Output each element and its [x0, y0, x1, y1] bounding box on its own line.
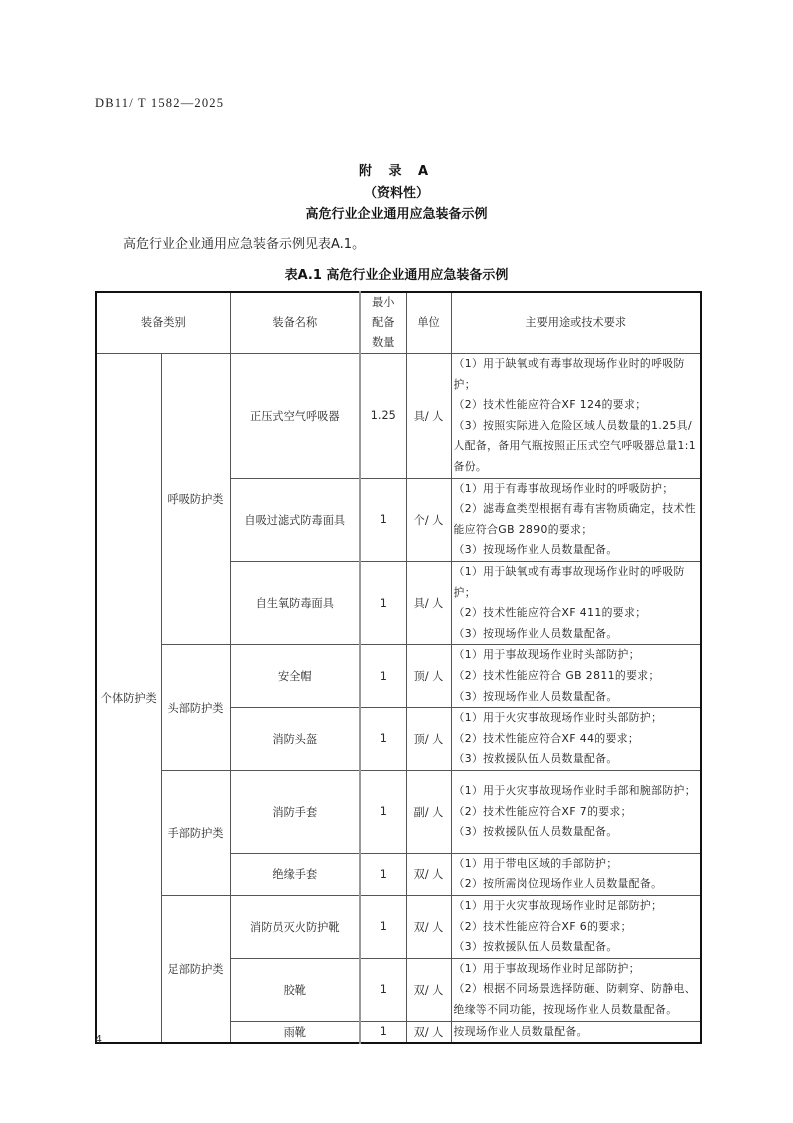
intro-paragraph: 高危行业企业通用应急装备示例见表A.1。 — [123, 237, 366, 252]
requirement-cell — [451, 896, 701, 959]
requirement-line: （1）用于事故现场作业时足部防护； — [453, 961, 640, 975]
appendix-name: 高危行业企业通用应急装备示例 — [305, 207, 488, 222]
requirement-line: （2）滤毒盒类型根据有毒有害物质确定，技术性能应符合GB 2890的要求； — [453, 502, 696, 536]
unit-cell: 顶/ 人 — [406, 708, 451, 771]
unit-cell: 个/ 人 — [406, 478, 451, 561]
requirement-line: （3）按现场作业人员数量配备。 — [453, 689, 618, 703]
subcategory-cell: 足部防护类 — [161, 896, 230, 1044]
requirement-line: （1）用于带电区域的手部防护； — [453, 856, 618, 870]
requirement-line: （3）按救援队伍人员数量配备。 — [453, 825, 618, 839]
requirement-line: （2）技术性能应符合XF 411的要求； — [453, 606, 647, 620]
table-header-row — [96, 292, 701, 354]
requirement-line: （1）用于火灾事故现场作业时手部和腕部防护； — [453, 783, 696, 797]
min-qty-cell: 1 — [360, 708, 406, 771]
subcategory-cell: 呼吸防护类 — [161, 354, 230, 645]
requirement-line: （3）按救援队伍人员数量配备。 — [453, 752, 618, 766]
requirement-line: （2）按所需岗位现场作业人员数量配备。 — [453, 877, 663, 891]
requirement-line: （2）技术性能应符合 GB 2811的要求； — [453, 668, 660, 682]
requirement-line: （2）技术性能应符合XF 7的要求； — [453, 804, 632, 818]
unit-cell: 双/ 人 — [406, 896, 451, 959]
subcategory-cell: 头部防护类 — [161, 645, 230, 771]
requirement-cell — [451, 478, 701, 561]
unit-cell: 顶/ 人 — [406, 645, 451, 708]
min-qty-cell: 1 — [360, 770, 406, 853]
unit-cell: 具/ 人 — [406, 561, 451, 644]
equipment-name-cell: 胶靴 — [230, 958, 360, 1021]
appendix-nature: （资料性） — [363, 186, 429, 201]
table-row — [96, 645, 701, 708]
unit-cell: 具/ 人 — [406, 354, 451, 479]
requirement-cell — [451, 853, 701, 895]
header-unit: 单位 — [406, 292, 451, 354]
equipment-name-cell: 雨靴 — [230, 1021, 360, 1043]
header-min-qty: 最小配备数量 — [360, 292, 406, 354]
table-caption: 表A.1 高危行业企业通用应急装备示例 — [284, 268, 509, 283]
equipment-name-cell: 自生氧防毒面具 — [230, 561, 360, 644]
header-requirement: 主要用途或技术要求 — [451, 292, 701, 354]
equipment-table — [95, 291, 702, 1044]
requirement-line: （2）技术性能应符合XF 6的要求； — [453, 919, 632, 933]
requirement-cell — [451, 708, 701, 771]
requirement-cell — [451, 354, 701, 479]
min-qty-cell: 1 — [360, 478, 406, 561]
equipment-name-cell: 安全帽 — [230, 645, 360, 708]
requirement-line: 按现场作业人员数量配备。 — [453, 1024, 588, 1038]
equipment-name-cell: 消防员灭火防护靴 — [230, 896, 360, 959]
requirement-line: （1）用于火灾事故现场作业时足部防护； — [453, 899, 663, 913]
appendix-title: 附 录 A — [358, 164, 435, 179]
min-qty-cell: 1 — [360, 561, 406, 644]
requirement-line: （3）按现场作业人员数量配备。 — [453, 626, 618, 640]
equipment-name-cell: 消防头盔 — [230, 708, 360, 771]
min-qty-cell: 1 — [360, 1021, 406, 1043]
requirement-line: （1）用于有毒事故现场作业时的呼吸防护； — [453, 481, 674, 495]
equipment-name-cell: 绝缘手套 — [230, 853, 360, 895]
requirement-cell — [451, 958, 701, 1021]
unit-cell: 双/ 人 — [406, 1021, 451, 1043]
requirement-line: （2）技术性能应符合XF 44的要求； — [453, 731, 640, 745]
requirement-line: （2）根据不同场景选择防砸、防刺穿、防静电、绝缘等不同功能，按现场作业人员数量配备。 — [453, 982, 696, 1017]
table-row — [96, 354, 701, 479]
requirement-line: （1）用于事故现场作业时头部防护； — [453, 648, 640, 662]
min-qty-cell: 1.25 — [360, 354, 406, 479]
min-qty-cell: 1 — [360, 958, 406, 1021]
table-row — [96, 896, 701, 959]
requirement-cell — [451, 1021, 701, 1043]
header-name: 装备名称 — [230, 292, 360, 354]
requirement-line: （3）按救援队伍人员数量配备。 — [453, 940, 618, 954]
table-row — [96, 770, 701, 853]
requirement-cell — [451, 770, 701, 853]
requirement-line: （2）技术性能应符合XF 124的要求； — [453, 398, 647, 412]
equipment-name-cell: 正压式空气呼吸器 — [230, 354, 360, 479]
requirement-cell — [451, 561, 701, 644]
standard-code: DB11/ T 1582—2025 — [95, 96, 225, 110]
min-qty-cell: 1 — [360, 853, 406, 895]
top-category-cell: 个体防护类 — [96, 354, 161, 1044]
page-number: 4 — [95, 1033, 102, 1046]
unit-cell: 副/ 人 — [406, 770, 451, 853]
unit-cell: 双/ 人 — [406, 853, 451, 895]
requirement-line: （1）用于缺氧或有毒事故现场作业时的呼吸防护； — [453, 564, 685, 599]
min-qty-cell: 1 — [360, 645, 406, 708]
requirement-line: （1）用于火灾事故现场作业时头部防护； — [453, 711, 663, 725]
equipment-name-cell: 消防手套 — [230, 770, 360, 853]
min-qty-cell: 1 — [360, 896, 406, 959]
subcategory-cell: 手部防护类 — [161, 770, 230, 895]
unit-cell: 双/ 人 — [406, 958, 451, 1021]
requirement-line: （3）按现场作业人员数量配备。 — [453, 543, 618, 557]
requirement-line: （3）按照实际进入危险区域人员数量的1.25具/ 人配备，备用气瓶按照正压式空气呼吸器总量1:1备份。 — [453, 418, 697, 473]
header-category: 装备类别 — [96, 292, 230, 354]
equipment-name-cell: 自吸过滤式防毒面具 — [230, 478, 360, 561]
requirement-line: （1）用于缺氧或有毒事故现场作业时的呼吸防护； — [453, 357, 685, 391]
requirement-cell — [451, 645, 701, 708]
